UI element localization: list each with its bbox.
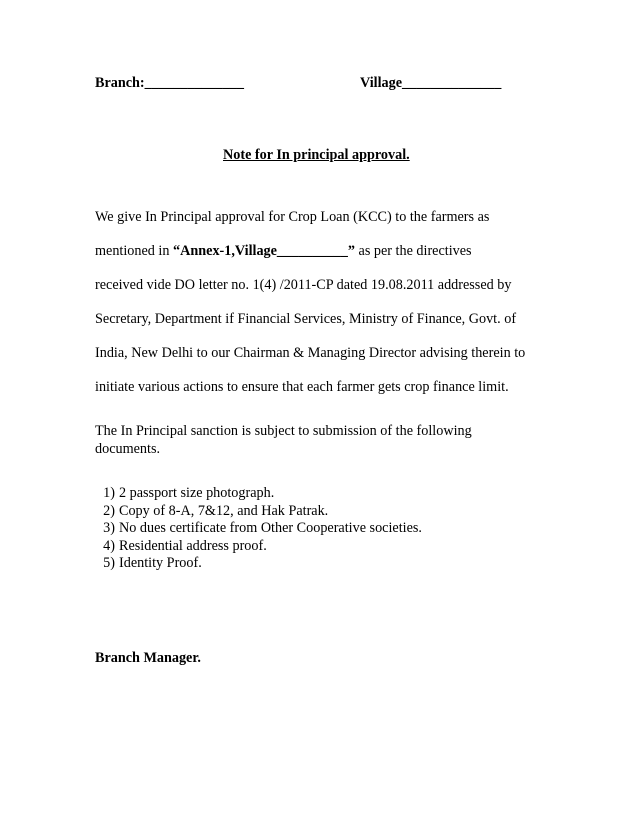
paragraph1-line2 bbox=[95, 244, 472, 258]
documents-list bbox=[95, 486, 422, 574]
list-item bbox=[95, 556, 422, 574]
list-number: 3) bbox=[103, 520, 115, 536]
paragraph2-line1: The In Principal sanction is subject to submission of the following bbox=[95, 423, 472, 439]
paragraph1-line4: Secretary, Department if Financial Services, Ministry of Finance, Govt. of bbox=[95, 311, 517, 327]
annex-reference: “Annex-1,Village__________” bbox=[173, 243, 355, 259]
list-text: 2 passport size photograph. bbox=[119, 485, 275, 501]
document-title: Note for In principal approval. bbox=[223, 147, 410, 163]
paragraph1-line5: India, New Delhi to our Chairman & Managing Director advising therein to bbox=[95, 345, 526, 361]
paragraph1-line6: initiate various actions to ensure that each farmer gets crop finance limit. bbox=[95, 379, 509, 395]
list-item bbox=[95, 504, 422, 522]
paragraph2-line2: documents. bbox=[95, 441, 161, 457]
signature-label: Branch Manager. bbox=[95, 650, 201, 666]
list-item bbox=[95, 539, 422, 557]
list-number: 5) bbox=[103, 555, 115, 571]
paragraph1-line3: received vide DO letter no. 1(4) /2011-CP dated 19.08.2011 addressed by bbox=[95, 277, 512, 293]
list-item bbox=[95, 521, 422, 539]
list-number: 4) bbox=[103, 537, 115, 554]
village-field: Village______________ bbox=[360, 75, 502, 91]
paragraph1-line2-suffix: as per the directives bbox=[354, 243, 472, 259]
list-text: No dues certificate from Other Cooperative societies. bbox=[119, 520, 422, 536]
list-number: 1) bbox=[103, 485, 115, 501]
branch-field: Branch:______________ bbox=[95, 75, 244, 91]
list-text: Copy of 8-A, 7&12, and Hak Patrak. bbox=[119, 502, 329, 519]
list-number: 2) bbox=[103, 502, 115, 519]
paragraph1-line2-prefix: mentioned in bbox=[95, 243, 174, 259]
paragraph1-line1: We give In Principal approval for Crop Loan (KCC) to the farmers as bbox=[95, 209, 490, 225]
list-item bbox=[95, 486, 422, 504]
list-text: Identity Proof. bbox=[119, 555, 202, 571]
list-text: Residential address proof. bbox=[119, 537, 267, 554]
